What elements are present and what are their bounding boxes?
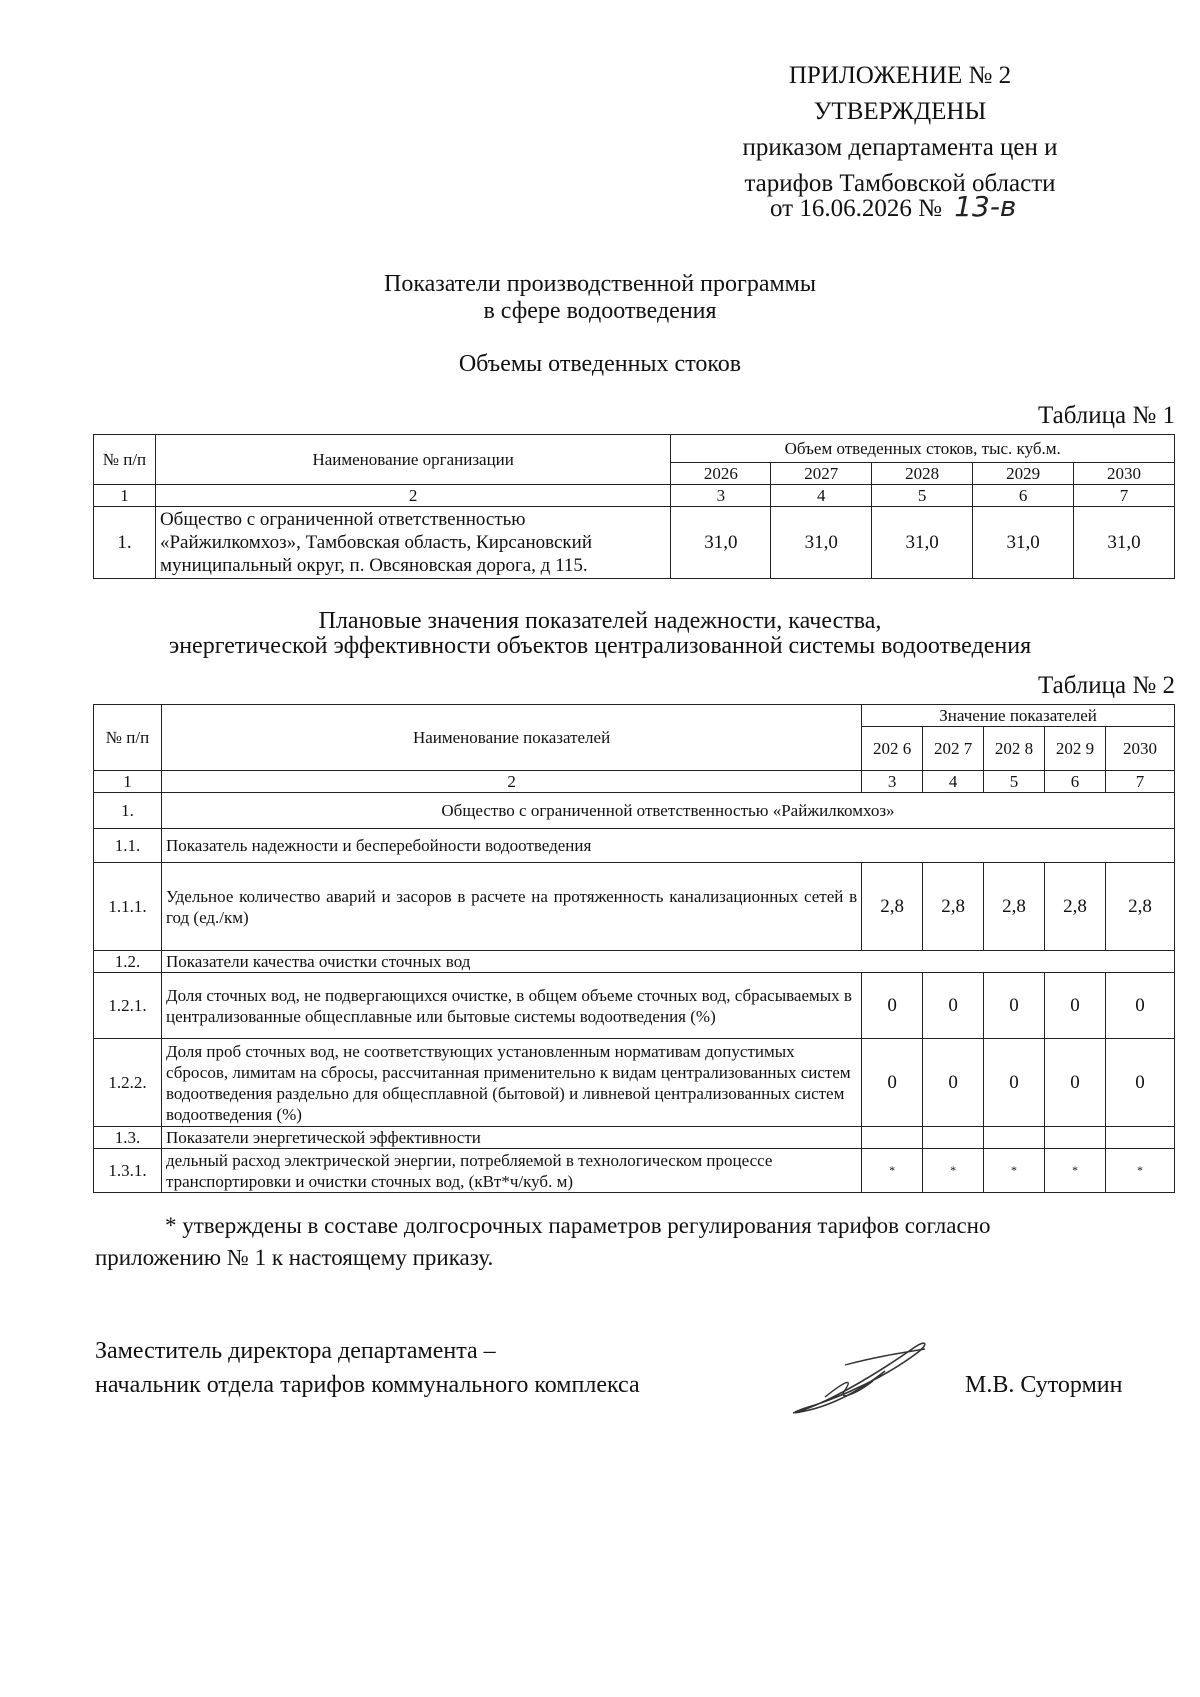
t2-value: 0 (923, 973, 984, 1039)
footnote-line-1: * утверждены в составе долгосрочных параметров регулирования тарифов согласно (165, 1213, 991, 1238)
t2-year: 202 7 (923, 727, 984, 771)
t2-row-name: дельный расход электрической энергии, потребляемой в технологическом процессе транспортировки и очистки сточных вод, (кВт*ч/куб. м) (161, 1149, 861, 1193)
t1-value: 31,0 (671, 507, 771, 579)
table-row (94, 951, 1175, 973)
table2-title-1: Плановые значения показателей надежности, качества, (318, 608, 882, 634)
order-line-2: тарифов Тамбовской области (744, 170, 1056, 197)
t1-year: 2029 (973, 463, 1074, 485)
t2-value: 2,8 (923, 863, 984, 951)
t2-value: * (1105, 1149, 1174, 1193)
t2-row-name: Доля проб сточных вод, не соответствующих установленным нормативам допустимых сбросов, лимитам на сбросы, рассчитанная применительно к видам централизованных систем водоотведения раздельно для общесплавной (бытовой) и ливневой централизованных систем водоотведения (%) (161, 1039, 861, 1127)
t1-header-no: № п/п (94, 435, 156, 485)
t1-year: 2026 (671, 463, 771, 485)
appendix-label: ПРИЛОЖЕНИЕ № 2 (788, 62, 1012, 89)
t1-index: 1 (94, 485, 156, 507)
t2-row-no: 1.3.1. (94, 1149, 162, 1193)
t2-index: 5 (984, 771, 1045, 793)
t2-value: 0 (1045, 1039, 1106, 1127)
footnote-line-2: приложению № 1 к настоящему приказу. (95, 1245, 494, 1270)
t2-value: * (1045, 1149, 1106, 1193)
t2-value: 2,8 (984, 863, 1045, 951)
t1-value: 31,0 (973, 507, 1074, 579)
t2-value: 0 (862, 973, 923, 1039)
t2-index: 6 (1045, 771, 1106, 793)
order-number-handwritten: 13-в (954, 190, 1017, 223)
t2-section-no: 1.2. (94, 951, 162, 973)
t1-header-name: Наименование организации (155, 435, 670, 485)
t1-header-group: Объем отведенных стоков, тыс. куб.м. (671, 435, 1175, 463)
t2-section-no: 1.3. (94, 1127, 162, 1149)
t2-year: 2030 (1105, 727, 1174, 771)
t1-index: 5 (872, 485, 973, 507)
t2-value: 0 (984, 973, 1045, 1039)
signer-position-1: Заместитель директора департамента – (95, 1338, 496, 1364)
t2-year: 202 8 (984, 727, 1045, 771)
table2-caption: Таблица № 2 (1037, 672, 1175, 699)
t2-index: 2 (161, 771, 861, 793)
t1-org-name: Общество с ограниченной ответственностью «Райжилкомхоз», Тамбовская область, Кирсановский муниципальный округ, п. Овсяновская дорога, д 115. (155, 507, 670, 579)
order-date-line (770, 190, 1016, 223)
approval-header (680, 58, 1120, 202)
sub-title: Объемы отведенных стоков (458, 351, 742, 377)
t2-index: 3 (862, 771, 923, 793)
table-row (94, 1149, 1175, 1193)
t2-value: * (923, 1149, 984, 1193)
t2-row-no: 1.1.1. (94, 863, 162, 951)
t1-value: 31,0 (771, 507, 872, 579)
t1-value: 31,0 (1074, 507, 1175, 579)
table-row (94, 973, 1175, 1039)
t2-row-no: 1.2.1. (94, 973, 162, 1039)
table-row (94, 793, 1175, 829)
signer-position-2: начальник отдела тарифов коммунального комплекса (95, 1372, 640, 1398)
order-date: от 16.06.2026 № (770, 195, 942, 222)
t2-org-no: 1. (94, 793, 162, 829)
t2-section-no: 1.1. (94, 829, 162, 863)
signer-name: М.В. Сутормин (965, 1372, 1123, 1398)
t2-index: 4 (923, 771, 984, 793)
t2-index: 7 (1105, 771, 1174, 793)
table-row (94, 829, 1175, 863)
t2-year: 202 6 (862, 727, 923, 771)
t2-row-name: Доля сточных вод, не подвергающихся очистке, в общем объеме сточных вод, сбрасываемых в централизованные общесплавные или бытовые системы водоотведения (%) (161, 973, 861, 1039)
t2-section-name: Показатели качества очистки сточных вод (161, 951, 1174, 973)
t2-header-no: № п/п (94, 705, 162, 771)
table-row (94, 1127, 1175, 1149)
t1-index: 2 (155, 485, 670, 507)
t2-section-name: Показатели энергетической эффективности (161, 1127, 861, 1149)
t2-value: 2,8 (1045, 863, 1106, 951)
signer-position (95, 1334, 640, 1402)
t2-value: 0 (1045, 973, 1106, 1039)
t2-value: * (984, 1149, 1045, 1193)
table1-caption: Таблица № 1 (1037, 402, 1175, 429)
t2-value: * (862, 1149, 923, 1193)
table-2 (93, 704, 1175, 1193)
table-row (94, 863, 1175, 951)
approved-label: УТВЕРЖДЕНЫ (813, 98, 987, 125)
signature-scribble-icon (785, 1335, 935, 1420)
t2-row-name: Удельное количество аварий и засоров в расчете на протяженность канализационных сетей в год (ед./км) (161, 863, 861, 951)
t2-org-name: Общество с ограниченной ответственностью «Райжилкомхоз» (161, 793, 1174, 829)
t1-index: 4 (771, 485, 872, 507)
t2-header-name: Наименование показателей (161, 705, 861, 771)
t1-year: 2030 (1074, 463, 1175, 485)
footnote (95, 1210, 1175, 1274)
t2-year: 202 9 (1045, 727, 1106, 771)
table2-title-2: энергетической эффективности объектов централизованной системы водоотведения (168, 633, 1032, 659)
t2-index: 1 (94, 771, 162, 793)
t2-row-no: 1.2.2. (94, 1039, 162, 1127)
t1-year: 2027 (771, 463, 872, 485)
t2-value: 0 (923, 1039, 984, 1127)
t1-index: 7 (1074, 485, 1175, 507)
t2-value: 2,8 (1105, 863, 1174, 951)
t1-row-no: 1. (94, 507, 156, 579)
t2-value: 0 (862, 1039, 923, 1127)
main-title-2: в сфере водоотведения (483, 298, 717, 324)
t2-header-group: Значение показателей (862, 705, 1175, 727)
t1-year: 2028 (872, 463, 973, 485)
t2-value: 0 (984, 1039, 1045, 1127)
t1-index: 6 (973, 485, 1074, 507)
t1-value: 31,0 (872, 507, 973, 579)
table-row (94, 1039, 1175, 1127)
table-1 (93, 434, 1175, 579)
t2-value: 2,8 (862, 863, 923, 951)
t2-value: 0 (1105, 973, 1174, 1039)
t2-section-name: Показатель надежности и бесперебойности водоотведения (161, 829, 1174, 863)
t1-index: 3 (671, 485, 771, 507)
t2-value: 0 (1105, 1039, 1174, 1127)
table-row (94, 507, 1175, 579)
order-line-1: приказом департамента цен и (742, 134, 1058, 161)
main-title-1: Показатели производственной программы (384, 271, 816, 297)
